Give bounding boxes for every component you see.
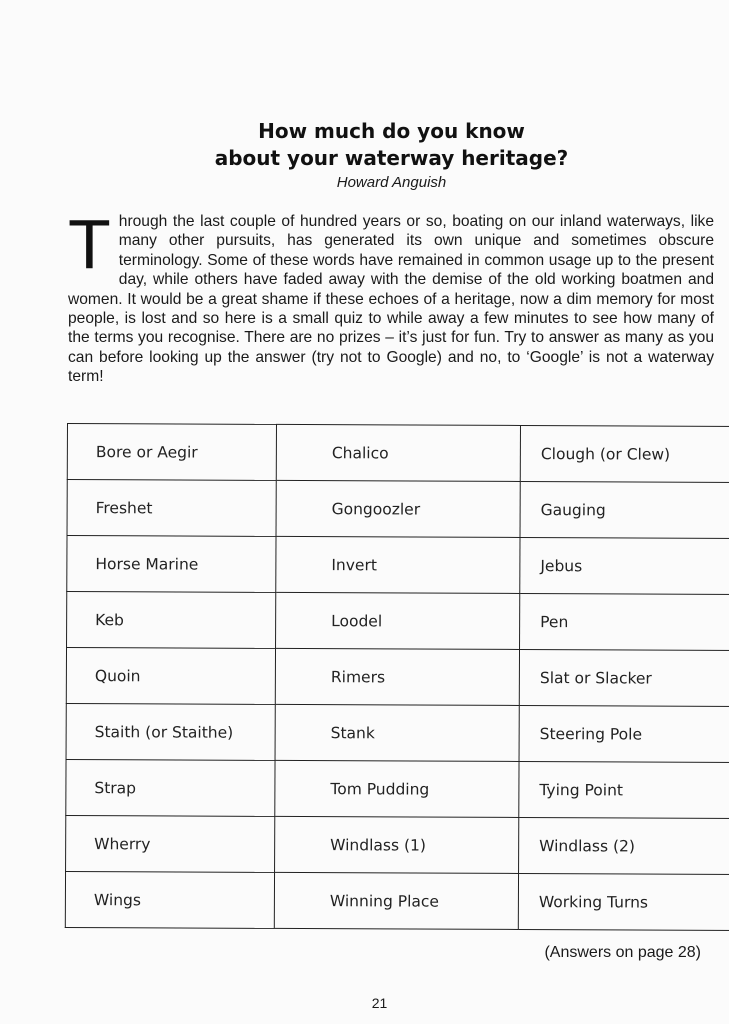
page-number: 21 [371, 995, 388, 1011]
table-row [66, 815, 729, 874]
term-cell: Wings [65, 871, 274, 928]
term-cell: Chalico [276, 424, 520, 481]
term-cell: Clough (or Clew) [520, 425, 729, 482]
term-cell: Strap [66, 759, 275, 816]
term-cell: Invert [276, 536, 520, 593]
drop-cap: T [68, 205, 111, 283]
term-cell: Windlass (2) [519, 817, 729, 874]
table-row [67, 480, 729, 539]
table-row [67, 536, 729, 595]
term-cell: Gauging [520, 481, 729, 538]
term-cell: Rimers [275, 648, 519, 705]
term-cell: Quoin [66, 648, 275, 705]
term-cell: Slat or Slacker [519, 649, 729, 706]
term-cell: Stank [275, 704, 519, 761]
intro-paragraph [68, 205, 714, 387]
term-cell: Horse Marine [67, 536, 276, 593]
table-row [66, 759, 729, 818]
term-cell: Wherry [66, 815, 275, 872]
term-cell: Bore or Aegir [67, 424, 276, 481]
term-cell: Windlass (1) [275, 816, 519, 873]
term-cell: Pen [520, 593, 729, 650]
table-row [67, 424, 729, 483]
answers-note: (Answers on page 28) [544, 944, 701, 961]
term-cell: Tom Pudding [275, 760, 519, 817]
article-title-line-1: How much do you know [258, 119, 525, 143]
table-row [66, 703, 729, 762]
term-cell: Winning Place [274, 872, 518, 929]
intro-text: hrough the last couple of hundred years or so, boating on our inland waterways, like many other pursuits, has generated its own unique and sometimes obscure terminology. Some of these words have remained in common usage up to the present day, while others have faded away with the demise of the old working boatmen and women. It would be a great shame if these echoes of a heritage, now a dim memory for most people, is lost and so here is a small quiz to while away a few minutes to see how many of the terms you recognise. There are no prizes – it’s just for fun. Try to answer as many as you can before looking up the answer (try not to Google) and no, to ‘Google’ is not a waterway term! [68, 213, 714, 386]
term-cell: Steering Pole [519, 705, 729, 762]
term-cell: Loodel [276, 592, 520, 649]
term-cell: Jebus [520, 537, 729, 594]
table-row [65, 871, 729, 930]
term-cell: Keb [67, 592, 276, 649]
term-cell: Gongoozler [276, 480, 520, 537]
term-cell: Staith (or Staithe) [66, 703, 275, 760]
quiz-terms-table [65, 423, 729, 931]
term-cell: Freshet [67, 480, 276, 537]
table-row [66, 648, 729, 707]
term-cell: Tying Point [519, 761, 729, 818]
article-author: Howard Anguish [336, 174, 447, 191]
article-title-line-2: about your waterway heritage? [214, 146, 569, 170]
table-row [67, 592, 729, 651]
term-cell: Working Turns [518, 873, 729, 930]
